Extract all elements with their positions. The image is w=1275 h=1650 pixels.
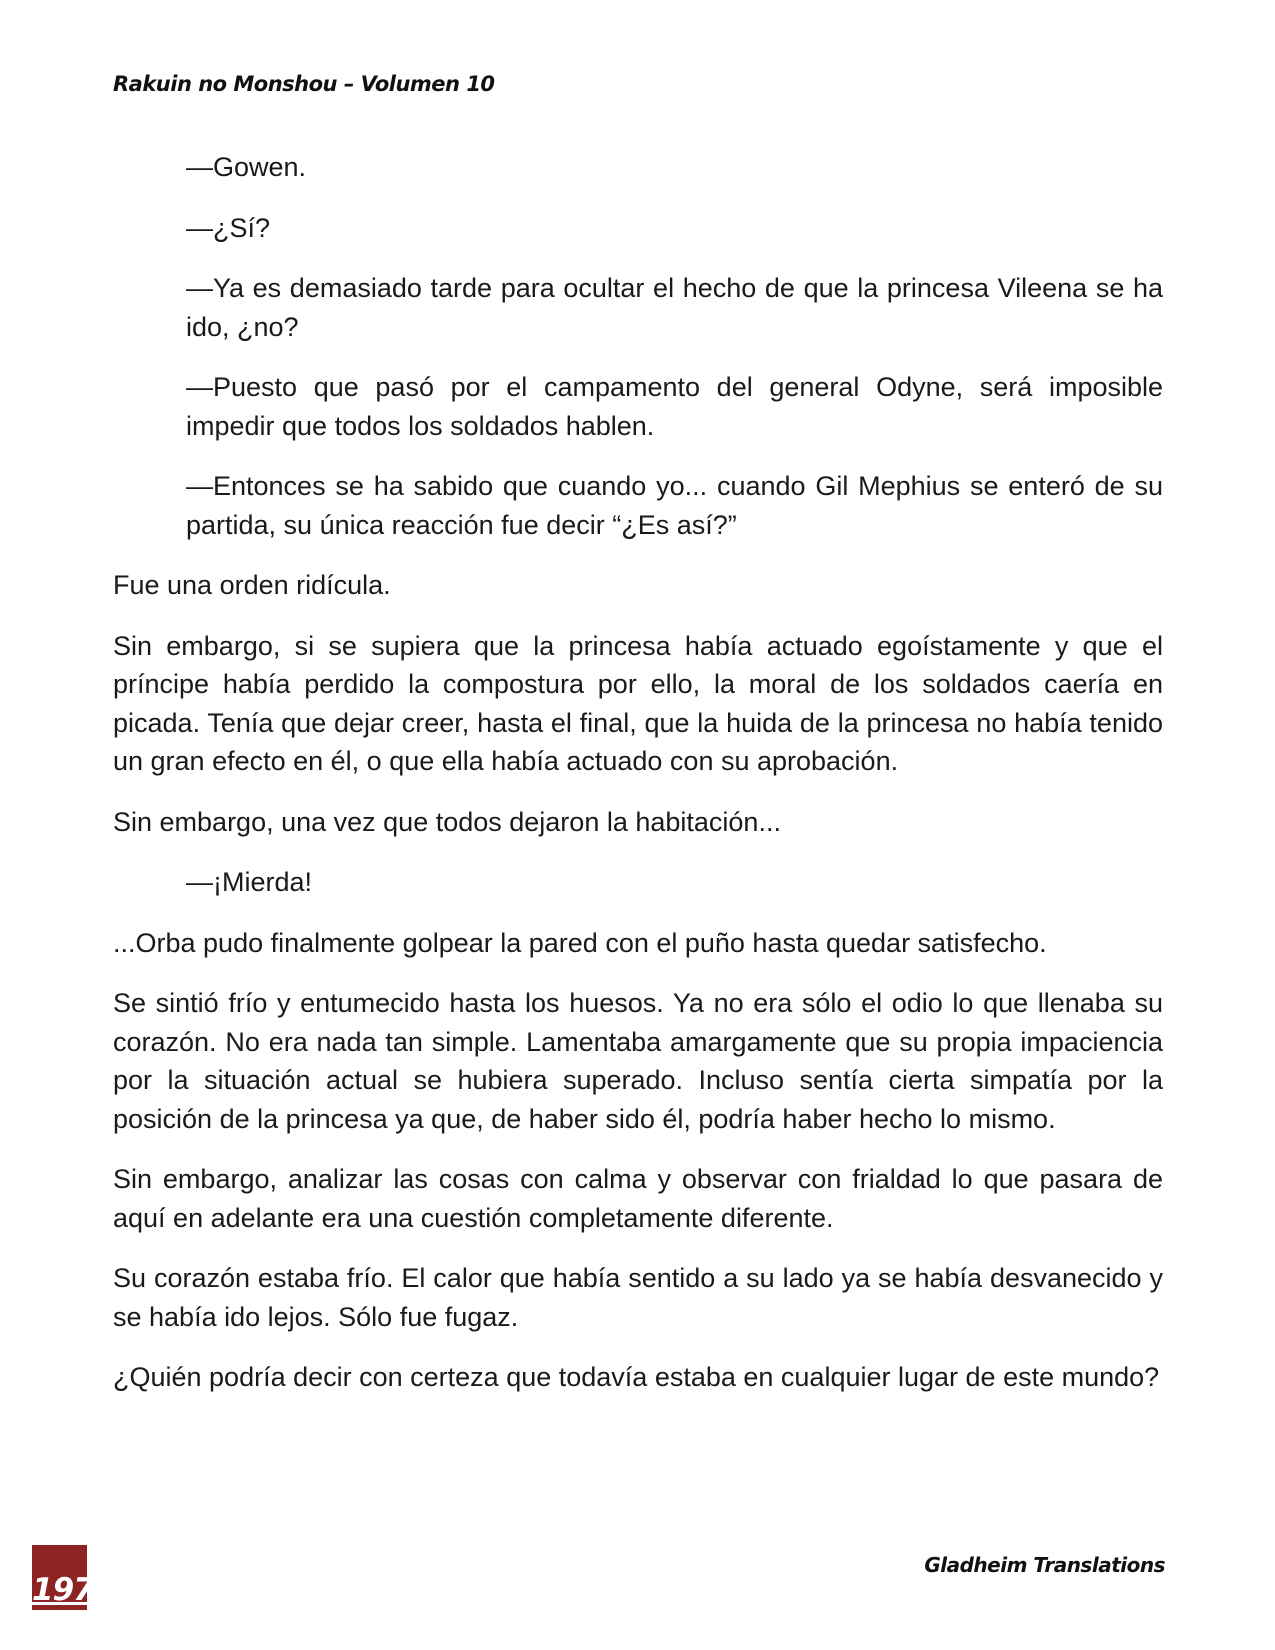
- body-text: [113, 148, 1163, 1419]
- narration-paragraph: Sin embargo, una vez que todos dejaron la habitación...: [113, 806, 781, 837]
- running-title: Rakuin no Monshou – Volumen 10: [113, 72, 495, 96]
- narration-paragraph: Fue una orden ridícula.: [113, 570, 391, 600]
- dialog-line: —¿Sí?: [186, 212, 271, 243]
- dialog-line: —Gowen.: [186, 152, 307, 182]
- page-number-box: [32, 1545, 94, 1610]
- dialog-line: —Entonces se ha sabido que cuando yo... cuando Gil Mephius se enteró de su partida, su única reacción fue decir “¿Es así?”: [186, 471, 1163, 540]
- narration-paragraph: ¿Quién podría decir con certeza que todavía estaba en cualquier lugar de este mundo?: [113, 1362, 1160, 1392]
- translator-credit: Gladheim Translations: [924, 1553, 1165, 1577]
- dialog-line: —¡Mierda!: [186, 867, 313, 897]
- narration-paragraph: Sin embargo, si se supiera que la princesa había actuado egoístamente y que el príncipe había perdido la compostura por ello, la moral de los soldados caería en picada. Tenía que dejar creer, hasta el final, que la huida de la princesa no había tenido un gran efecto en él, o que ella había actuado con su aprobación.: [113, 630, 1163, 776]
- narration-paragraph: Se sintió frío y entumecido hasta los huesos. Ya no era sólo el odio lo que llenaba su corazón. No era nada tan simple. Lamentaba amargamente que su propia impaciencia por la situación actual se hubiera superado. Incluso sentía cierta simpatía por la posición de la princesa ya que, de haber sido él, podría haber hecho lo mismo.: [113, 988, 1163, 1134]
- page-number: 197: [32, 1572, 94, 1608]
- narration-paragraph: Sin embargo, analizar las cosas con calma y observar con frialdad lo que pasara de aquí en adelante era una cuestión completamente diferente.: [113, 1164, 1163, 1233]
- dialog-line: —Puesto que pasó por el campamento del general Odyne, será imposible impedir que todos los soldados hablen.: [186, 372, 1163, 441]
- narration-paragraph: Su corazón estaba frío. El calor que había sentido a su lado ya se había desvanecido y se había ido lejos. Sólo fue fugaz.: [113, 1263, 1163, 1332]
- dialog-line: —Ya es demasiado tarde para ocultar el hecho de que la princesa Vileena se ha ido, ¿no?: [186, 273, 1163, 342]
- narration-paragraph: ...Orba pudo finalmente golpear la pared con el puño hasta quedar satisfecho.: [113, 927, 1047, 958]
